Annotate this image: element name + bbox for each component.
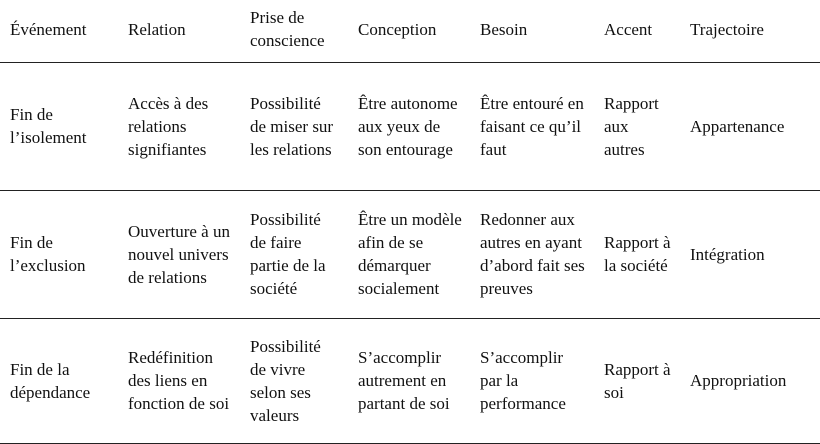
cell-prise-text: Possibilité de vivre selon ses valeurs [250,336,321,425]
cell-prise-de-conscience [240,62,348,190]
cell-relation-text: Ouverture à un nouvel univers de relations [128,221,230,287]
header-relation: Relation [128,20,186,39]
cell-evenement [0,190,118,318]
cell-evenement-text: Fin de la dépendance [10,359,91,402]
cell-trajectoire [680,62,820,190]
table-row [0,190,820,318]
cell-conception [348,190,470,318]
cell-conception-text: S’accomplir autrement en partant de soi [358,348,450,413]
cell-conception [348,318,470,443]
cell-trajectoire-text: Intégration [690,244,765,264]
cell-prise-text: Possibilité de faire partie de la société [250,210,326,298]
cell-prise-de-conscience [240,318,348,443]
cell-trajectoire [680,190,820,318]
cell-prise-text: Possibilité de miser sur les relations [250,93,334,159]
header-besoin: Besoin [480,20,528,39]
cell-accent-text: Rapport aux autres [604,93,659,159]
cell-evenement-text: Fin de l’exclusion [10,233,86,275]
cell-relation [118,62,240,190]
cell-relation [118,318,240,443]
cell-accent [594,318,680,443]
cell-besoin-text: Être entouré en faisant ce qu’il faut [480,93,584,159]
cell-relation [118,190,240,318]
cell-relation-text: Accès à des relations signifiantes [128,93,209,159]
header-accent: Accent [604,20,653,39]
cell-besoin [470,318,594,443]
cell-trajectoire [680,318,820,443]
table-header [0,0,820,62]
header-row [0,0,820,62]
cell-besoin-text: S’accomplir par la performance [480,348,566,413]
table-row [0,318,820,443]
cell-prise-de-conscience [240,190,348,318]
header-conception: Conception [358,20,437,39]
table-row [0,62,820,190]
cell-conception-text: Être un modèle afin de se démarquer socialement [358,210,462,298]
cell-conception [348,62,470,190]
cell-accent-text: Rapport à soi [604,359,671,402]
cell-besoin-text: Redonner aux autres en ayant d’abord fait ses preuves [480,210,585,298]
cell-trajectoire-text: Appartenance [690,116,785,136]
header-prise-de-conscience: Prise de conscience [250,8,325,50]
cell-accent [594,62,680,190]
cell-evenement [0,318,118,443]
cell-relation-text: Redéfinition des liens en fonction de soi [128,348,230,413]
cell-accent-text: Rapport à la société [604,233,671,275]
table-body [0,62,820,443]
header-evenement: Événement [10,20,87,39]
cell-besoin [470,62,594,190]
cell-evenement [0,62,118,190]
cell-trajectoire-text: Appropriation [690,371,787,390]
cell-accent [594,190,680,318]
cell-besoin [470,190,594,318]
cell-evenement-text: Fin de l’isolement [10,105,87,147]
header-trajectoire: Trajectoire [690,20,764,39]
cell-conception-text: Être autonome aux yeux de son entourage [358,93,458,159]
